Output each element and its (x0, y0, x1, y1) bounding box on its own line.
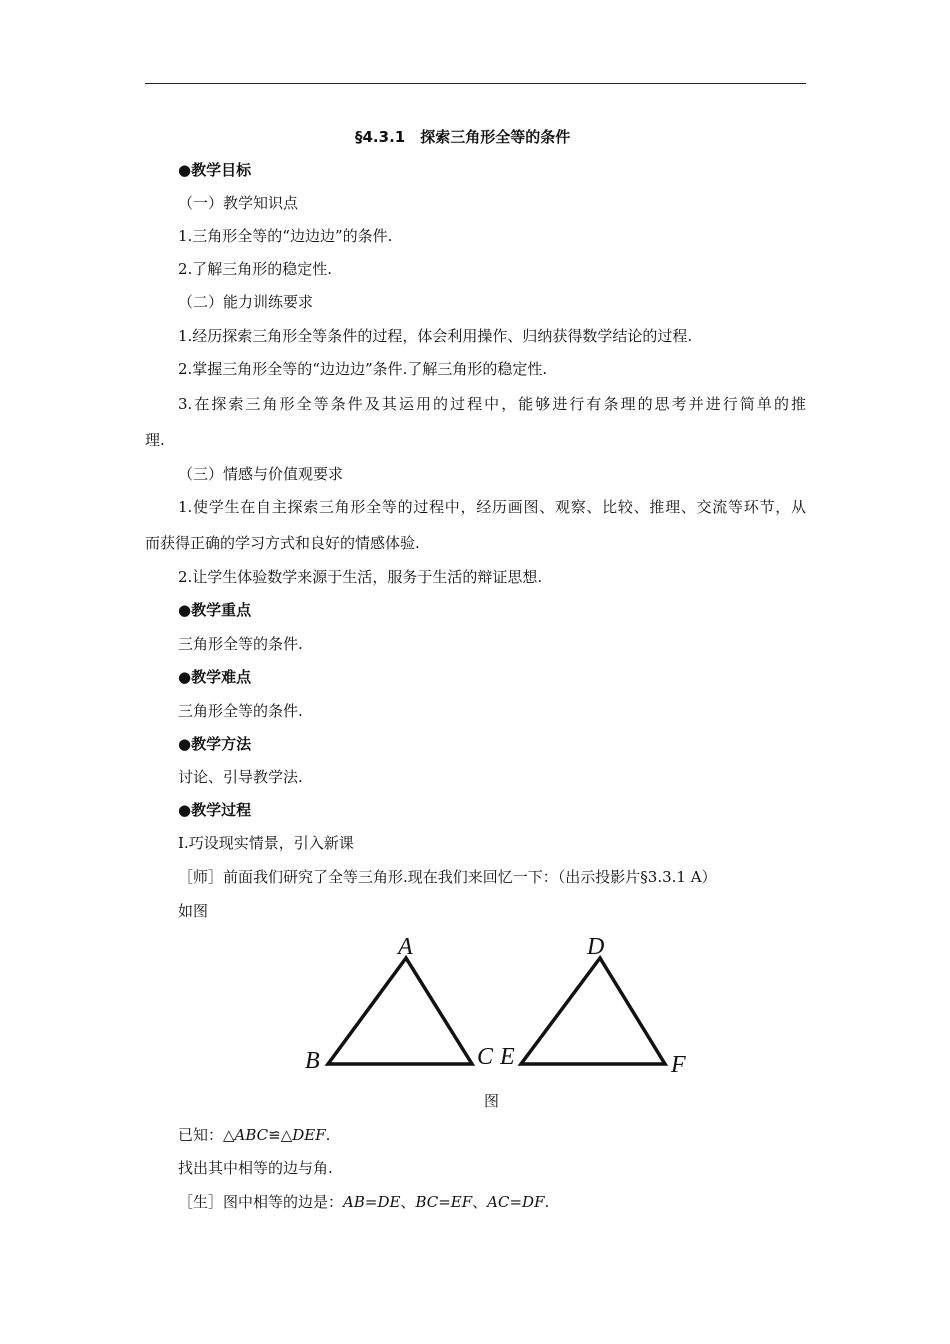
equal-side-2: BC=EF (415, 1193, 473, 1211)
knowledge-item-1: 1.三角形全等的“边边边”的条件. (178, 227, 393, 245)
find-line: 找出其中相等的边与角. (178, 1159, 333, 1177)
given-abc: ABC (234, 1126, 269, 1144)
given-def: DEF (292, 1126, 326, 1144)
separator-2: 、 (472, 1193, 488, 1211)
separator-1: 、 (400, 1193, 416, 1211)
process-heading: ●教学过程 (178, 801, 252, 819)
student-suffix: . (544, 1193, 550, 1211)
ability-item-3-cont: 理. (145, 431, 165, 449)
difficulty-text: 三角形全等的条件. (178, 702, 303, 720)
triangle-abc (328, 958, 472, 1064)
ability-item-2: 2.掌握三角形全等的“边边边”条件.了解三角形的稳定性. (178, 360, 548, 378)
method-heading: ●教学方法 (178, 735, 252, 753)
given-prefix: 已知：△ (178, 1126, 235, 1144)
emotion-heading: （三）情感与价值观要求 (178, 465, 344, 483)
teacher-line: ［师］前面我们研究了全等三角形.现在我们来回忆一下：（出示投影片§3.3.1 A） (178, 868, 717, 886)
key-point-heading: ●教学重点 (178, 601, 252, 619)
triangle-def (521, 958, 665, 1064)
emotion-item-1-cont: 而获得正确的学习方式和良好的情感体验. (145, 534, 420, 552)
equal-side-1: AB=DE (343, 1193, 401, 1211)
label-f: F (671, 1052, 686, 1078)
process-step-1: Ⅰ.巧设现实情景，引入新课 (178, 834, 354, 852)
method-text: 讨论、引导教学法. (178, 768, 303, 786)
as-shown-text: 如图 (178, 902, 209, 920)
key-point-text: 三角形全等的条件. (178, 635, 303, 653)
student-prefix: ［生］图中相等的边是： (178, 1193, 344, 1211)
difficulty-heading: ●教学难点 (178, 668, 252, 686)
congruent-triangles-figure (300, 930, 700, 1080)
page-title: §4.3.1 探索三角形全等的条件 (355, 128, 571, 146)
figure-caption: 图 (484, 1092, 500, 1110)
label-a: A (398, 934, 413, 960)
emotion-item-1: 1.使学生在自主探索三角形全等的过程中，经历画图、观察、比较、推理、交流等环节，从 (178, 498, 806, 516)
ability-item-1: 1.经历探索三角形全等条件的过程，体会利用操作、归纳获得数学结论的过程. (178, 327, 693, 345)
label-c: C (477, 1044, 494, 1070)
given-cong: ≌△ (268, 1126, 293, 1144)
given-suffix: . (325, 1126, 331, 1144)
student-line (178, 1192, 549, 1212)
knowledge-item-2: 2.了解三角形的稳定性. (178, 260, 333, 278)
ability-heading: （二）能力训练要求 (178, 293, 314, 311)
label-d: D (587, 934, 605, 960)
label-b: B (305, 1048, 320, 1074)
equal-side-3: AC=DF (487, 1193, 545, 1211)
given-line (178, 1125, 330, 1145)
knowledge-heading: （一）教学知识点 (178, 194, 299, 212)
header-rule (145, 83, 806, 84)
emotion-item-2: 2.让学生体验数学来源于生活，服务于生活的辩证思想. (178, 568, 543, 586)
objectives-heading: ●教学目标 (178, 161, 252, 179)
ability-item-3: 3.在探索三角形全等条件及其运用的过程中，能够进行有条理的思考并进行简单的推 (178, 395, 806, 413)
label-e: E (500, 1044, 515, 1070)
